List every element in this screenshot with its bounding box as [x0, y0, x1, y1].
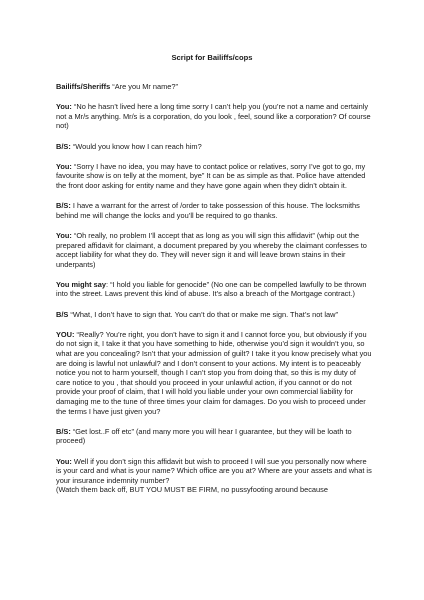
paragraph-text: “Really? You’re right, you don’t have to sign it and I cannot force you, but obviously if you do not sign it, I take it that you have something to hide, otherwise you’d sign it wouldn’t you, so what are you concealing? Isn’t that your admission of guilt? I take it you know precisely what you are doing is lawful not unlawful? and I don’t consent to your actions. My intent is to peaceably notice you not to harm yourself, though I can’t stop you from doing that, so this is my duty of care notice to you , that should you proceed in your unlawful action, if you cannot or do not provide your proof of claim, that I will hold you liable under your own commercial liability for damaging me to the tune of three times your claim for damages. Do you wish to proceed under the terms I have just given you? — [56, 329, 372, 416]
speaker-label: You: — [56, 161, 72, 171]
speaker-label: You: — [56, 230, 72, 240]
paragraph — [56, 427, 372, 446]
speaker-label: You might say — [56, 279, 106, 289]
speaker-label: Bailiffs/Sheriffs — [56, 82, 111, 91]
paragraph-text: “No he hasn’t lived here a long time sorry I can’t help you (you’re not a name and certainly not a Mr/s anything. Mr/s is a corporation, do you look , feel, sound like a corporation? Of course not) — [56, 102, 371, 131]
paragraph-text: “Oh really, no problem I’ll accept that as long as you will sign this affidavit” (whip out the prepared affidavit for claimant, a document prepared by you whereby the claimant confesses to accept liability for what they do. They will never sign it and will leave brown stains in their underpants) — [56, 230, 367, 269]
paragraph-text: “Get lost..F off etc” (and many more you will hear I guarantee, but they will be loath to proceed) — [56, 426, 352, 446]
paragraph — [56, 330, 372, 416]
speaker-label: B/S — [56, 309, 69, 319]
paragraph — [56, 82, 372, 92]
speaker-label: B/S: — [56, 141, 71, 151]
paragraph — [56, 201, 372, 220]
paragraph — [56, 280, 372, 299]
paragraph — [56, 162, 372, 191]
paragraph-text: I have a warrant for the arrest of /order to take possession of this house. The locksmiths behind me will change the locks and you’ll be required to go thanks. — [56, 201, 360, 220]
speaker-label: You: — [56, 456, 72, 466]
speaker-label: B/S: — [56, 426, 71, 436]
paragraph — [56, 310, 372, 320]
document-body — [56, 82, 372, 506]
paragraph — [56, 102, 372, 131]
paragraph — [56, 142, 372, 152]
speaker-label: You: — [56, 102, 72, 112]
paragraph-text: “Sorry I have no idea, you may have to contact police or relatives, sorry I’ve got to go, my favourite show is on telly at the moment, bye” It can be as simple as that. Police have attended the front door asking for entity name and they have gone again when they didn’t obtain it. — [56, 161, 366, 190]
document-title: Script for Bailiffs/cops — [171, 53, 253, 62]
paragraph-text: “Would you know how I can reach him? — [70, 141, 202, 151]
paragraph-text: : “I hold you liable for genocide” (No one can be compelled lawfully to be thrown into the street. Laws prevent this kind of abuse. It’s also a breach of the Mortgage contract.) — [56, 279, 367, 299]
paragraph — [56, 231, 372, 269]
paragraph-text: “Are you Mr name?” — [110, 82, 178, 91]
paragraph — [56, 457, 372, 495]
speaker-label: YOU: — [56, 329, 75, 339]
paragraph-text: “What, I don’t have to sign that. You can’t do that or make me sign. That’s not law” — [68, 309, 338, 319]
speaker-label: B/S: — [56, 201, 71, 211]
paragraph-text: Well if you don’t sign this affidavit but wish to proceed I will sue you personally now where is your card and what is your name? Which office are you at? Where are your assets and what is your insurance indemnity number? (Watch them back off, BUT YOU MUST BE FIRM, no pussyfooting around because — [56, 456, 372, 495]
